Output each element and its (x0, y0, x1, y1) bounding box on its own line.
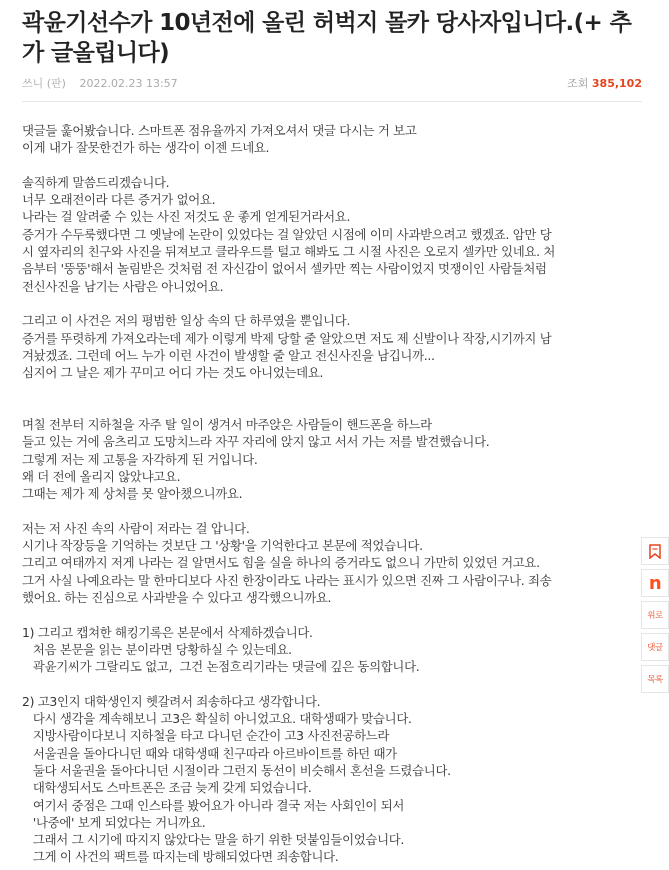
post-body-line: 그리고 이 사건은 저의 평범한 일상 속의 단 하루였을 뿐입니다. (22, 313, 351, 329)
post-body-line: 이게 내가 잘못한건가 하는 생각이 이젠 드네요. (22, 140, 270, 156)
post-body-line (22, 157, 637, 174)
post-body-line: 음부터 '뚱뚱'해서 놀림받은 것처럼 전 자신감이 없어서 셀카만 찍는 사람이었지 멋쟁이인 사람들처럼 (22, 261, 547, 277)
scroll-top-button[interactable]: 위로 (641, 601, 669, 629)
post-body-line: 그때는 제가 제 상처를 못 알아챘으니까요. (22, 486, 243, 502)
post-body-line: 들고 있는 거에 움츠리고 도망치느라 자꾸 자리에 앉지 않고 서서 가는 저를 발견했습니다. (22, 434, 490, 450)
post-body-line: 서울권을 돌아다니던 때와 대학생때 친구따라 아르바이트를 하던 때가 (22, 745, 397, 761)
bookmark-icon (649, 544, 661, 559)
post-body-line: 그게 이 사건의 팩트를 따지는데 방해되었다면 죄송합니다. (22, 849, 339, 865)
post-body-line: 댓글들 훑어봤습니다. 스마트폰 점유율까지 가져오셔서 댓글 다시는 거 보고 (22, 123, 417, 138)
post-body-line: 그래서 그 시기에 따지지 않았다는 말을 하기 위한 덧붙임들이었습니다. (22, 832, 405, 848)
post-body-line: 심지어 그 날은 제가 꾸미고 어디 가는 것도 아니었는데요. (22, 365, 324, 381)
post-body-line: 증거가 수두룩했다면 그 옛날에 논란이 있었다는 걸 알았던 시점에 이미 사과받으려고 했겠죠. 암만 당 (22, 226, 552, 242)
post-date: 2022.02.23 13:57 (79, 77, 178, 90)
post-body-line: 처음 본문을 읽는 분이라면 당황하실 수 있는데요. (22, 641, 292, 657)
view-count-label: 조회 (567, 77, 589, 90)
post-body-line: '나중에' 보게 되었다는 거니까요. (22, 814, 206, 830)
post-body-line: 며칠 전부터 지하철을 자주 탈 일이 생겨서 마주앉은 사람들이 핸드폰을 하느라 (22, 417, 432, 433)
post-body-line: 너무 오래전이라 다른 증거가 없어요. (22, 192, 216, 208)
post-body-line (22, 606, 637, 623)
post-body-line: 시 옆자리의 친구와 사진을 뒤져보고 클라우드를 털고 해봐도 그 시절 사진은 오로지 셀카만 있네요. 처 (22, 244, 556, 260)
post-body-line: 했어요. 하는 진심으로 사과받을 수 있다고 생각했으니까요. (22, 590, 332, 606)
post-author[interactable]: 쓰니 (판) (22, 77, 66, 90)
post-body-line: 그렇게 저는 제 고통을 자각하게 된 거입니다. (22, 451, 258, 467)
post-body-line: 시기나 작장등을 기억하는 것보단 그 '상황'을 기억한다고 본문에 적었습니다. (22, 538, 423, 554)
side-toolbar (641, 537, 669, 697)
post-body-line: 나라는 걸 알려줄 수 있는 사진 저것도 운 좋게 얻게된거라서요. (22, 209, 351, 225)
bookmark-button[interactable] (641, 537, 669, 565)
post-body-line: 2) 고3인지 대학생인지 헷갈려서 죄송하다고 생각합니다. (22, 693, 321, 709)
post-body-line: 저는 저 사진 속의 사람이 저라는 걸 압니다. (22, 520, 250, 536)
view-count-value: 385,102 (591, 77, 642, 90)
post-meta (22, 75, 642, 91)
view-count (567, 75, 642, 91)
nate-logo-icon: n (648, 572, 662, 594)
post-body-line: 1) 그리고 캡쳐한 해킹기록은 본문에서 삭제하겠습니다. (22, 624, 313, 640)
post-body-line: 그리고 여태까지 저게 나라는 걸 알면서도 힘을 실을 하나의 증거라도 없으니 가만히 있었던 거고요. (22, 555, 540, 571)
post-body-line: 다시 생각을 계속해보니 고3은 확실히 아니었고요. 대학생때가 맞습니다. (22, 711, 412, 727)
post-body (22, 122, 637, 866)
post-body-line: 겨놨겠죠. 그런데 어느 누가 이런 사건이 발생할 줄 알고 전신사진을 남깁니까... (22, 347, 435, 363)
post-body-line: 대학생되서도 스마트폰은 조금 늦게 갖게 되었습니다. (22, 780, 312, 796)
post-body-line (22, 676, 637, 693)
list-button[interactable]: 목록 (641, 665, 669, 693)
post-body-line: 솔직하게 말씀드리겠습니다. (22, 174, 170, 190)
post-body-line (22, 503, 637, 520)
post-title: 곽윤기선수가 10년전에 올린 허벅지 몰카 당사자입니다.(+ 추가 글올립니다) (22, 10, 632, 66)
post-body-line: 둘다 서울권을 돌아다니던 시절이라 그런지 동선이 비슷해서 혼선을 드렸습니다. (22, 762, 451, 778)
post-body-line: 곽윤기씨가 그랄리도 없고, 그건 논점흐리기라는 댓글에 깊은 동의합니다. (22, 659, 420, 675)
post-body-line: 왜 더 전에 올리지 않았냐고요. (22, 468, 181, 484)
post-body-line (22, 399, 637, 416)
post-body-line (22, 295, 637, 312)
post-body-line (22, 381, 637, 398)
post-body-line: 여기서 중점은 그때 인스타를 봤어요가 아니라 결국 저는 사회인이 되서 (22, 797, 405, 813)
comments-button[interactable]: 댓글 (641, 633, 669, 661)
post-body-line: 증거를 뚜렷하게 가져오라는데 제가 이렇게 박제 당할 줄 알았으면 저도 제 신발이나 작장,시기까지 남 (22, 330, 552, 346)
title-divider (22, 101, 642, 102)
post-body-line: 지방사람이다보니 지하철을 타고 다니던 순간이 고3 사진전공하느라 (22, 728, 390, 744)
nate-home-button[interactable] (641, 569, 669, 597)
post-body-line: 전신사진을 남기는 사람은 아니었어요. (22, 278, 224, 294)
post-body-line: 그거 사실 나예요라는 말 한마디보다 사진 한장이라도 나라는 표시가 있으면 진짜 그 사람이구나. 죄송 (22, 572, 552, 588)
